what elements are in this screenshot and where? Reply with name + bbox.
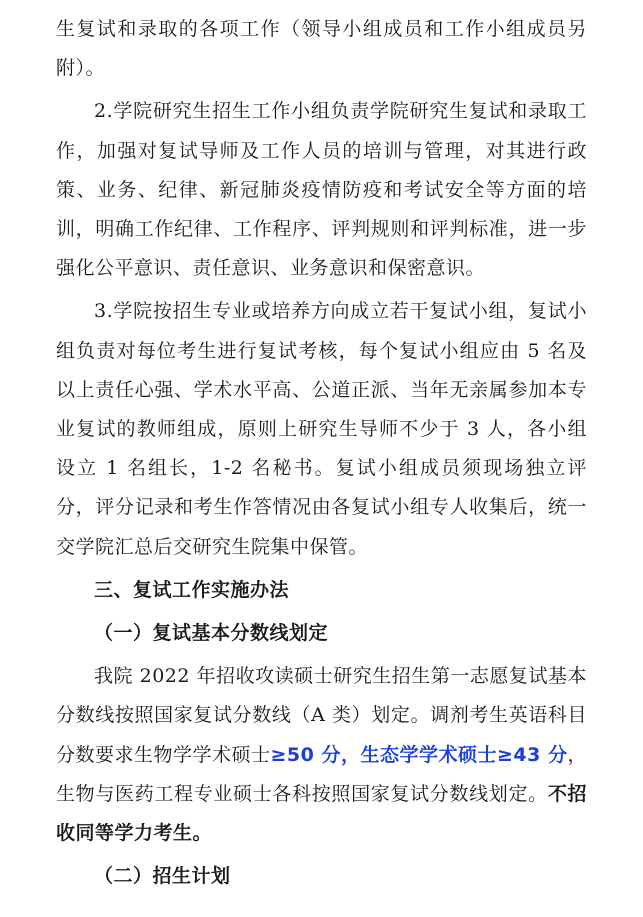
subsection-1-heading-text: （一）复试基本分数线划定 bbox=[94, 622, 329, 645]
paragraph-4-text-part1: 我院 2022 年招收攻读硕士研究生招生第一志愿复试基本分数线按照国家复试分数线（A 类）划定。调剂考生英语科目分数要求生物学学术硕士 bbox=[56, 665, 587, 766]
subsection-2-heading-text: （二）招生计划 bbox=[94, 865, 231, 888]
paragraph-3-text: 3.学院按招生专业或培养方向成立若干复试小组，复试小组负责对每位考生进行复试考核，每个复试小组应由 5 名及以上责任心强、学术水平高、公道正派、当年无亲属参加本专业复试的教师组成，原则上研究生导师不少于 3 人，各小组设立 1 名组长，1-2 名秘书。复试小组成员须现场独立评分，评分记录和考生作答情况由各复试小组专人收集后，统一交学院汇总后交研究生院集中保管。 bbox=[56, 300, 587, 558]
document-page bbox=[0, 10, 643, 917]
paragraph-4-bold-notice: 不招收同等学力考生。 bbox=[56, 782, 587, 845]
paragraph-1-continuation bbox=[56, 10, 587, 88]
paragraph-2-text: 2.学院研究生招生工作小组负责学院研究生复试和录取工作，加强对复试导师及工作人员的培训与管理，对其进行政策、业务、纪律、新冠肺炎疫情防疫和考试安全等方面的培训，明确工作纪律、工作程序、评判规则和评判标准，进一步强化公平意识、责任意识、业务意识和保密意识。 bbox=[56, 100, 587, 280]
paragraph-4-highlight-blue: ≥50 分，生态学学术硕士≥43 分 bbox=[270, 743, 568, 766]
section-3-heading-text: 三、复试工作实施办法 bbox=[94, 578, 290, 601]
section-3-heading bbox=[56, 571, 587, 610]
paragraph-1-text: 生复试和录取的各项工作（领导小组成员和工作小组成员另附）。 bbox=[56, 18, 587, 80]
paragraph-4 bbox=[56, 657, 587, 853]
paragraph-3 bbox=[56, 292, 587, 566]
paragraph-4-text-part2: ，生物与医药工程专业硕士各科按照国家复试分数线划定。 bbox=[56, 743, 587, 805]
subsection-1-heading bbox=[56, 614, 587, 653]
subsection-2-heading bbox=[56, 857, 587, 896]
paragraph-2 bbox=[56, 92, 587, 288]
